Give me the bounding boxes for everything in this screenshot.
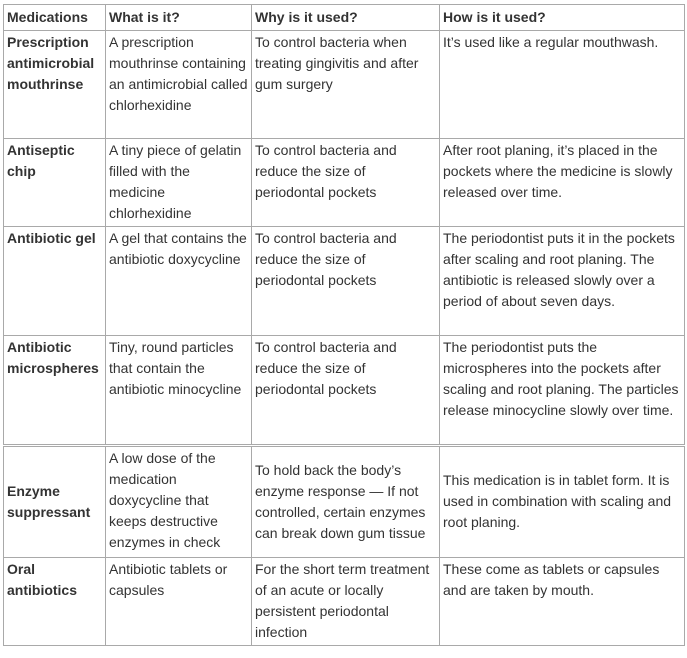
why-cell: To control bacteria and reduce the size of periodontal pockets — [252, 336, 440, 446]
header-why-is-it-used: Why is it used? — [252, 5, 440, 31]
table-header-row — [4, 5, 685, 31]
table-row — [4, 31, 685, 139]
how-cell: The periodontist puts it in the pockets after scaling and root planing. The antibiotic is released slowly over a period of about seven days. — [440, 227, 685, 336]
header-what-is-it: What is it? — [106, 5, 252, 31]
why-cell: To control bacteria and reduce the size of periodontal pockets — [252, 139, 440, 227]
medication-name: Oral antibiotics — [4, 558, 106, 646]
table-row — [4, 227, 685, 336]
medication-name: Antiseptic chip — [4, 139, 106, 227]
why-cell: To control bacteria when treating gingivitis and after gum surgery — [252, 31, 440, 139]
medication-name: Antibiotic gel — [4, 227, 106, 336]
what-cell: A prescription mouthrinse containing an antimicrobial called chlorhexidine — [106, 31, 252, 139]
table-row — [4, 446, 685, 558]
how-cell: After root planing, it’s placed in the pockets where the medicine is slowly released over time. — [440, 139, 685, 227]
how-cell: The periodontist puts the microspheres into the pockets after scaling and root planing. The particles release minocycline slowly over time. — [440, 336, 685, 446]
table-row — [4, 558, 685, 646]
what-cell: A gel that contains the antibiotic doxycycline — [106, 227, 252, 336]
how-cell: These come as tablets or capsules and are taken by mouth. — [440, 558, 685, 646]
header-how-is-it-used: How is it used? — [440, 5, 685, 31]
medication-name: Prescription antimicrobial mouthrinse — [4, 31, 106, 139]
medication-name: Enzyme suppressant — [4, 446, 106, 558]
why-cell: To control bacteria and reduce the size of periodontal pockets — [252, 227, 440, 336]
what-cell: Tiny, round particles that contain the antibiotic minocycline — [106, 336, 252, 446]
how-cell: It’s used like a regular mouthwash. — [440, 31, 685, 139]
what-cell: A low dose of the medication doxycycline that keeps destructive enzymes in check — [106, 446, 252, 558]
why-cell: For the short term treatment of an acute or locally persistent periodontal infection — [252, 558, 440, 646]
medication-name: Antibiotic microspheres — [4, 336, 106, 446]
table-row — [4, 139, 685, 227]
why-cell: To hold back the body’s enzyme response — If not controlled, certain enzymes can break down gum tissue — [252, 446, 440, 558]
how-cell: This medication is in tablet form. It is used in combination with scaling and root planing. — [440, 446, 685, 558]
header-medications: Medications — [4, 5, 106, 31]
medications-table — [3, 4, 685, 646]
what-cell: Antibiotic tablets or capsules — [106, 558, 252, 646]
what-cell: A tiny piece of gelatin filled with the medicine chlorhexidine — [106, 139, 252, 227]
table-row — [4, 336, 685, 446]
